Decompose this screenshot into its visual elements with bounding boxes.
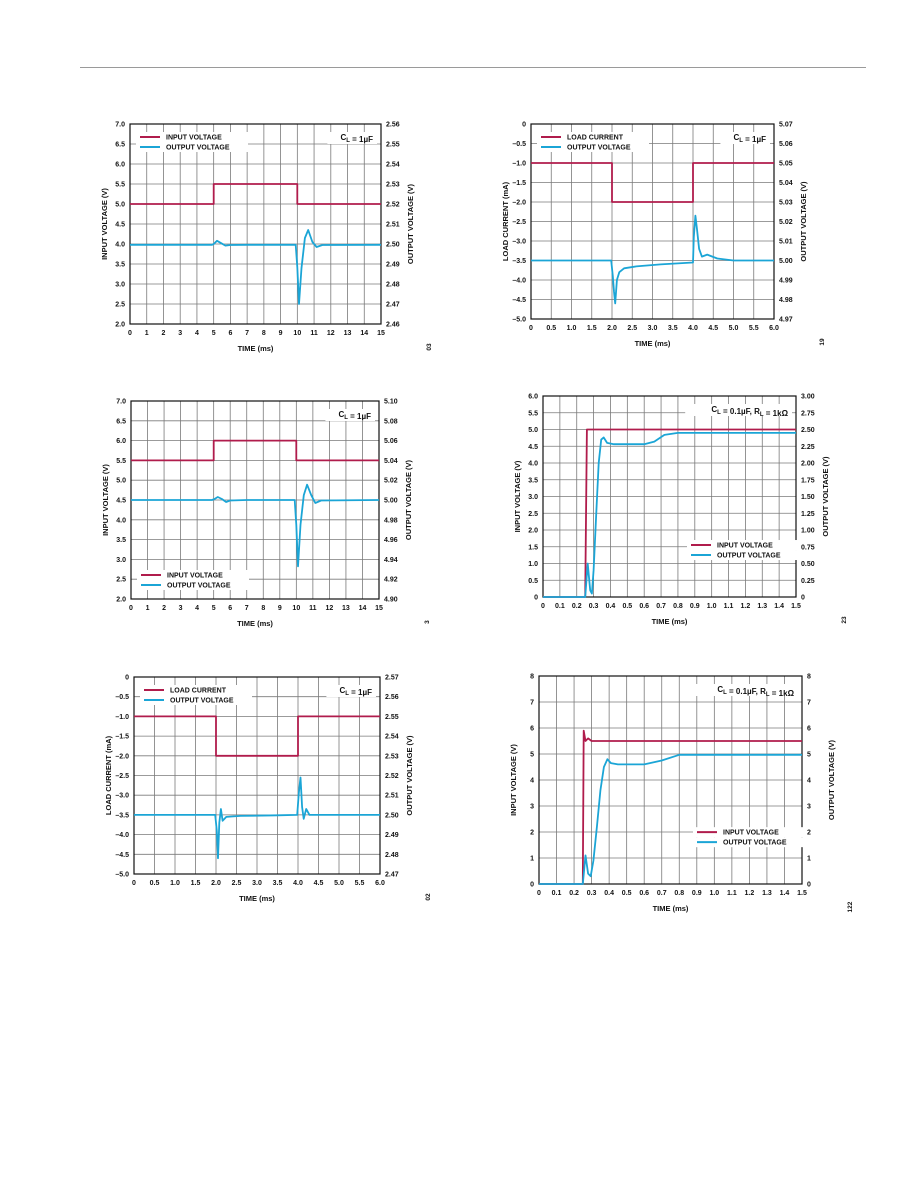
x-tick-label: 2.5 <box>627 325 638 332</box>
x-tick-label: 10 <box>292 605 301 612</box>
y2-tick-label: 4.90 <box>384 596 398 604</box>
y2-tick-label: 4.96 <box>384 537 398 545</box>
x-tick-label: 3 <box>178 330 183 337</box>
y-tick-label: –4.0 <box>115 832 129 840</box>
legend-label: OUTPUT VOLTAGE <box>167 582 231 590</box>
x-axis-title: TIME (ms) <box>237 619 273 628</box>
x-tick-label: 0.9 <box>691 890 702 897</box>
y2-tick-label: 2.47 <box>385 871 399 879</box>
x-tick-label: 0.1 <box>554 603 565 610</box>
y2-axis-title: OUTPUT VOLTAGE (V) <box>821 456 830 537</box>
x-tick-label: 2.5 <box>231 880 242 887</box>
y-tick-label: 0 <box>534 594 538 602</box>
y-tick-label: 4.5 <box>116 497 126 505</box>
x-tick-label: 0 <box>537 890 541 897</box>
y-tick-label: –4.5 <box>115 851 129 859</box>
x-tick-label: 6 <box>228 330 233 337</box>
y2-tick-label: 1.00 <box>801 527 815 535</box>
x-tick-label: 11 <box>310 330 318 337</box>
y-tick-label: –1.5 <box>115 733 129 741</box>
y2-tick-label: 2.50 <box>801 427 815 434</box>
x-tick-label: 3.5 <box>667 325 678 332</box>
y2-tick-label: 5.00 <box>384 497 398 505</box>
y-tick-label: 6.0 <box>528 393 538 401</box>
y-tick-label: –5.0 <box>512 316 526 324</box>
x-tick-label: 0.5 <box>622 603 633 610</box>
x-axis-title: TIME (ms) <box>239 894 275 903</box>
x-tick-label: 1.5 <box>586 325 597 332</box>
y2-tick-label: 5 <box>807 751 811 759</box>
x-tick-label: 1.3 <box>762 890 772 897</box>
y2-tick-label: 5.07 <box>779 121 793 129</box>
x-tick-label: 0 <box>529 325 533 332</box>
series-line-output <box>539 755 802 884</box>
y-tick-label: –0.5 <box>512 141 526 148</box>
x-tick-label: 2.0 <box>211 880 221 887</box>
y-tick-label: 3.0 <box>116 556 126 564</box>
y2-tick-label: 2.56 <box>385 694 399 702</box>
y-tick-label: –2.5 <box>512 219 526 226</box>
legend-label: OUTPUT VOLTAGE <box>717 552 781 560</box>
legend-label: LOAD CURRENT <box>170 687 226 695</box>
legend-label: OUTPUT VOLTAGE <box>170 697 234 705</box>
x-tick-label: 4.5 <box>708 325 719 332</box>
y-tick-label: 7 <box>530 699 534 707</box>
y2-tick-label: 2.54 <box>386 161 400 169</box>
x-tick-label: 1.5 <box>791 603 801 610</box>
x-tick-label: 3.0 <box>647 325 658 332</box>
legend-label: OUTPUT VOLTAGE <box>166 144 230 152</box>
y2-tick-label: 4.92 <box>384 576 398 584</box>
x-tick-label: 4 <box>195 605 200 612</box>
y-tick-label: –3.5 <box>512 258 526 265</box>
x-tick-label: 6.0 <box>375 880 385 887</box>
x-axis-title: TIME (ms) <box>237 344 274 353</box>
y2-tick-label: 2.50 <box>386 241 400 249</box>
y-tick-label: 2.5 <box>115 301 125 309</box>
y-tick-label: –3.5 <box>115 812 129 820</box>
y-tick-label: 8 <box>530 673 534 681</box>
y2-tick-label: 2.46 <box>386 321 400 329</box>
y2-tick-label: 0 <box>807 881 811 889</box>
x-tick-label: 8 <box>261 330 266 337</box>
y2-tick-label: 0.25 <box>801 577 815 585</box>
y2-tick-label: 5.02 <box>779 219 793 226</box>
x-tick-label: 10 <box>293 330 302 337</box>
conditions-label: $C_L = 1\mu F$ <box>339 686 372 697</box>
x-tick-label: 3.5 <box>272 880 283 887</box>
y2-tick-label: 2.54 <box>385 733 399 741</box>
x-tick-label: 3.0 <box>252 880 262 887</box>
y2-tick-label: 2.00 <box>801 460 815 468</box>
x-tick-label: 9 <box>277 605 282 612</box>
legend-label: INPUT VOLTAGE <box>717 542 773 550</box>
x-tick-label: 0.4 <box>605 603 616 610</box>
x-tick-label: 9 <box>278 330 283 337</box>
y-axis-title: INPUT VOLTAGE (V) <box>100 188 109 260</box>
x-tick-label: 2.0 <box>607 325 617 332</box>
y2-tick-label: 2.53 <box>385 753 399 761</box>
y2-tick-label: 2.47 <box>386 301 400 309</box>
x-tick-label: 12 <box>325 605 334 612</box>
y-tick-label: –3.0 <box>115 792 129 800</box>
y-tick-label: 3.0 <box>528 494 538 501</box>
y2-tick-label: 5.00 <box>779 258 793 265</box>
y-tick-label: 2.5 <box>528 510 538 518</box>
y-tick-label: 3.5 <box>116 537 126 545</box>
x-tick-label: 8 <box>261 605 266 612</box>
x-tick-label: 15 <box>377 330 385 337</box>
y-axis-title: INPUT VOLTAGE (V) <box>509 744 518 816</box>
x-tick-label: 0 <box>129 605 133 612</box>
y-tick-label: 6.0 <box>115 161 125 169</box>
y2-tick-label: 1.25 <box>801 510 815 518</box>
y-tick-label: –4.5 <box>512 297 526 304</box>
y-tick-label: 6 <box>530 725 534 733</box>
y2-tick-label: 4.98 <box>384 517 398 525</box>
x-tick-label: 1.1 <box>723 603 734 610</box>
x-tick-label: 15 <box>375 605 383 612</box>
y2-tick-label: 7 <box>807 699 811 707</box>
x-tick-label: 1.2 <box>740 603 751 610</box>
y-axis-title: INPUT VOLTAGE (V) <box>513 460 522 533</box>
y-tick-label: 3 <box>530 803 534 811</box>
y-tick-label: 4.5 <box>528 443 538 451</box>
figure-id: 03 <box>426 343 433 351</box>
x-tick-label: 4.0 <box>293 880 303 887</box>
y2-tick-label: 2.51 <box>385 792 399 800</box>
x-tick-label: 0.4 <box>604 890 615 897</box>
y-tick-label: 4.5 <box>115 221 125 229</box>
x-tick-label: 0.5 <box>621 890 632 897</box>
y-tick-label: 3.0 <box>115 281 125 289</box>
y-tick-label: –2.0 <box>115 753 129 761</box>
y-tick-label: 2.5 <box>116 576 126 584</box>
y2-tick-label: 4 <box>807 777 811 785</box>
y2-tick-label: 2.49 <box>386 261 400 269</box>
y2-tick-label: 1.75 <box>801 477 815 485</box>
y-tick-label: 3.5 <box>115 261 125 269</box>
y2-axis-title: OUTPUT VOLTAGE (V) <box>799 181 808 262</box>
y2-tick-label: 5.01 <box>779 238 793 246</box>
y2-tick-label: 5.03 <box>779 199 793 207</box>
x-tick-label: 1.1 <box>726 890 737 897</box>
y2-tick-label: 2.52 <box>386 201 400 209</box>
y2-tick-label: 1 <box>807 855 811 863</box>
x-tick-label: 1 <box>144 330 149 337</box>
y2-tick-label: 4.94 <box>384 556 398 564</box>
legend-label: LOAD CURRENT <box>567 134 623 142</box>
x-tick-label: 2 <box>161 330 166 337</box>
x-tick-label: 0.7 <box>656 890 667 897</box>
y2-tick-label: 5.08 <box>384 418 398 426</box>
x-tick-label: 0.6 <box>639 890 650 897</box>
y-axis-title: INPUT VOLTAGE (V) <box>101 464 110 536</box>
y2-tick-label: 4.99 <box>779 277 793 285</box>
x-tick-label: 5.0 <box>334 880 344 887</box>
y-tick-label: 5.0 <box>115 201 125 209</box>
x-tick-label: 5 <box>211 330 216 337</box>
figure-id: 122 <box>847 901 854 913</box>
x-tick-label: 6 <box>228 605 233 612</box>
x-tick-label: 14 <box>360 330 369 337</box>
figure-id: 02 <box>425 893 432 901</box>
x-tick-label: 0.8 <box>674 890 685 897</box>
x-tick-label: 4.0 <box>688 325 698 332</box>
y-tick-label: 6.5 <box>115 141 125 149</box>
x-tick-label: 0.1 <box>551 890 562 897</box>
x-tick-label: 7 <box>245 330 250 337</box>
x-tick-label: 0.2 <box>571 603 582 610</box>
y-tick-label: 1 <box>530 855 534 863</box>
x-tick-label: 5 <box>211 605 216 612</box>
x-tick-label: 1.5 <box>190 880 201 887</box>
y2-tick-label: 5.05 <box>779 160 793 168</box>
y-tick-label: 2.0 <box>115 321 125 329</box>
y2-tick-label: 5.04 <box>779 180 793 187</box>
x-tick-label: 1.0 <box>706 603 717 610</box>
y-tick-label: 2.0 <box>528 527 538 535</box>
y2-tick-label: 2.48 <box>386 281 400 289</box>
y2-tick-label: 2.25 <box>801 443 815 451</box>
y2-tick-label: 4.97 <box>779 316 793 324</box>
x-tick-label: 2 <box>162 605 167 612</box>
y2-tick-label: 6 <box>807 725 811 733</box>
y-tick-label: –5.0 <box>115 871 129 879</box>
y2-tick-label: 5.04 <box>384 457 398 465</box>
y-axis-title: LOAD CURRENT (mA) <box>104 735 113 816</box>
x-tick-label: 0.2 <box>569 890 579 897</box>
y-tick-label: 5.0 <box>116 477 126 485</box>
y2-tick-label: 2.48 <box>385 851 399 859</box>
y2-axis-title: OUTPUT VOLTAGE (V) <box>827 739 836 821</box>
x-tick-label: 0.9 <box>689 603 700 610</box>
x-tick-label: 7 <box>244 605 249 612</box>
y-tick-label: 5.0 <box>528 427 538 434</box>
x-tick-label: 1.5 <box>797 890 807 897</box>
y2-tick-label: 2.75 <box>801 410 815 418</box>
y-tick-label: –3.0 <box>512 238 526 246</box>
x-tick-label: 1.0 <box>709 890 720 897</box>
x-tick-label: 1.2 <box>744 890 755 897</box>
x-tick-label: 0.8 <box>673 603 683 610</box>
x-tick-label: 1.0 <box>170 880 180 887</box>
x-tick-label: 0.7 <box>656 603 666 610</box>
y2-tick-label: 2.50 <box>385 812 399 820</box>
y2-tick-label: 8 <box>807 673 811 681</box>
y-tick-label: –2.0 <box>512 199 526 207</box>
y-tick-label: 5 <box>530 751 534 759</box>
x-tick-label: 1.0 <box>566 325 577 332</box>
y2-tick-label: 5.06 <box>779 141 793 148</box>
x-tick-label: 1 <box>145 605 150 612</box>
y-tick-label: 6.5 <box>116 418 126 426</box>
y2-axis-title: OUTPUT VOLTAGE (V) <box>404 459 413 541</box>
conditions-label: $C_L = 1\mu F$ <box>338 410 371 421</box>
y-tick-label: 1.0 <box>528 561 538 568</box>
y-tick-label: 2 <box>530 829 534 837</box>
x-tick-label: 13 <box>342 605 350 612</box>
y-tick-label: 7.0 <box>116 398 126 406</box>
y-tick-label: 1.5 <box>528 544 538 552</box>
x-tick-label: 5.0 <box>728 325 739 332</box>
x-tick-label: 5.5 <box>354 880 365 887</box>
x-tick-label: 1.3 <box>757 603 768 610</box>
x-axis-title: TIME (ms) <box>634 339 671 348</box>
y2-tick-label: 2.53 <box>386 181 400 189</box>
y2-tick-label: 0 <box>801 594 805 602</box>
x-tick-label: 13 <box>343 330 352 337</box>
y-tick-label: –1.0 <box>115 713 129 721</box>
y-tick-label: 4.0 <box>115 241 125 249</box>
y2-tick-label: 2.55 <box>386 141 400 149</box>
legend-label: INPUT VOLTAGE <box>723 829 779 837</box>
x-tick-label: 0 <box>132 880 136 887</box>
y2-tick-label: 3.00 <box>801 393 815 401</box>
y2-tick-label: 5.02 <box>384 477 398 485</box>
y2-tick-label: 0.75 <box>801 544 815 552</box>
x-tick-label: 3 <box>178 605 183 612</box>
y-tick-label: 0 <box>522 121 526 129</box>
y2-tick-label: 2.49 <box>385 832 399 840</box>
figure-id: 23 <box>841 616 848 624</box>
x-tick-label: 0 <box>541 603 545 610</box>
y-tick-label: 6.0 <box>116 438 126 446</box>
figure-id: 19 <box>819 338 826 346</box>
y-tick-label: 3.5 <box>528 477 538 485</box>
x-tick-label: 11 <box>309 605 317 612</box>
y2-tick-label: 2.56 <box>386 121 400 129</box>
y-tick-label: –4.0 <box>512 277 526 285</box>
x-tick-label: 4.5 <box>313 880 324 887</box>
y-axis-title: LOAD CURRENT (mA) <box>501 181 510 262</box>
legend-label: INPUT VOLTAGE <box>167 572 223 580</box>
y-tick-label: 7.0 <box>115 121 125 129</box>
conditions-label: $C_L = 0.1\mu F$, $R_L = 1k\Omega$ <box>711 405 788 418</box>
y-tick-label: 4.0 <box>116 517 126 525</box>
x-tick-label: 4 <box>194 330 199 337</box>
y2-tick-label: 4.98 <box>779 297 793 304</box>
y2-tick-label: 2.57 <box>385 674 399 682</box>
y2-axis-title: OUTPUT VOLTAGE (V) <box>405 735 414 816</box>
y2-tick-label: 2.52 <box>385 773 399 780</box>
y-tick-label: –1.0 <box>512 160 526 168</box>
x-tick-label: 0.5 <box>546 325 557 332</box>
y-tick-label: 0 <box>125 674 129 682</box>
y-tick-label: –1.5 <box>512 180 526 187</box>
y2-tick-label: 3 <box>807 803 811 811</box>
y2-tick-label: 1.50 <box>801 494 815 501</box>
conditions-label: $C_L = 1\mu F$ <box>340 133 373 144</box>
x-tick-label: 0.5 <box>149 880 160 887</box>
x-tick-label: 1.4 <box>779 890 790 897</box>
y-tick-label: 4.0 <box>528 460 538 468</box>
y2-tick-label: 0.50 <box>801 561 815 568</box>
x-tick-label: 6.0 <box>769 325 779 332</box>
x-tick-label: 5.5 <box>748 325 759 332</box>
y2-tick-label: 5.06 <box>384 438 398 446</box>
x-tick-label: 0.3 <box>588 603 599 610</box>
x-axis-title: TIME (ms) <box>651 617 688 626</box>
conditions-label: $C_L = 0.1\mu F$, $R_L = 1k\Omega$ <box>717 685 794 698</box>
y-tick-label: 5.5 <box>116 457 126 465</box>
y-tick-label: 0.5 <box>528 577 538 585</box>
legend-label: OUTPUT VOLTAGE <box>723 839 787 847</box>
x-tick-label: 1.4 <box>774 603 785 610</box>
y-tick-label: –0.5 <box>115 694 129 702</box>
x-tick-label: 14 <box>358 605 367 612</box>
y2-tick-label: 2.51 <box>386 221 400 229</box>
y-tick-label: 5.5 <box>528 410 538 418</box>
y2-axis-title: OUTPUT VOLTAGE (V) <box>406 183 415 265</box>
y2-tick-label: 5.10 <box>384 398 398 406</box>
legend-label: INPUT VOLTAGE <box>166 134 222 142</box>
y-tick-label: 5.5 <box>115 181 125 189</box>
x-tick-label: 12 <box>326 330 335 337</box>
conditions-label: $C_L = 1\mu F$ <box>733 133 766 144</box>
y-tick-label: 4 <box>530 777 534 785</box>
x-tick-label: 0.3 <box>586 890 597 897</box>
y-tick-label: 2.0 <box>116 596 126 604</box>
figure-id: 3 <box>424 620 431 624</box>
y-tick-label: –2.5 <box>115 773 129 780</box>
y2-tick-label: 2.55 <box>385 713 399 721</box>
x-tick-label: 0 <box>128 330 132 337</box>
legend-label: OUTPUT VOLTAGE <box>567 144 631 152</box>
y-tick-label: 0 <box>530 881 534 889</box>
x-axis-title: TIME (ms) <box>652 904 689 913</box>
x-tick-label: 0.6 <box>639 603 650 610</box>
y2-tick-label: 2 <box>807 829 811 837</box>
